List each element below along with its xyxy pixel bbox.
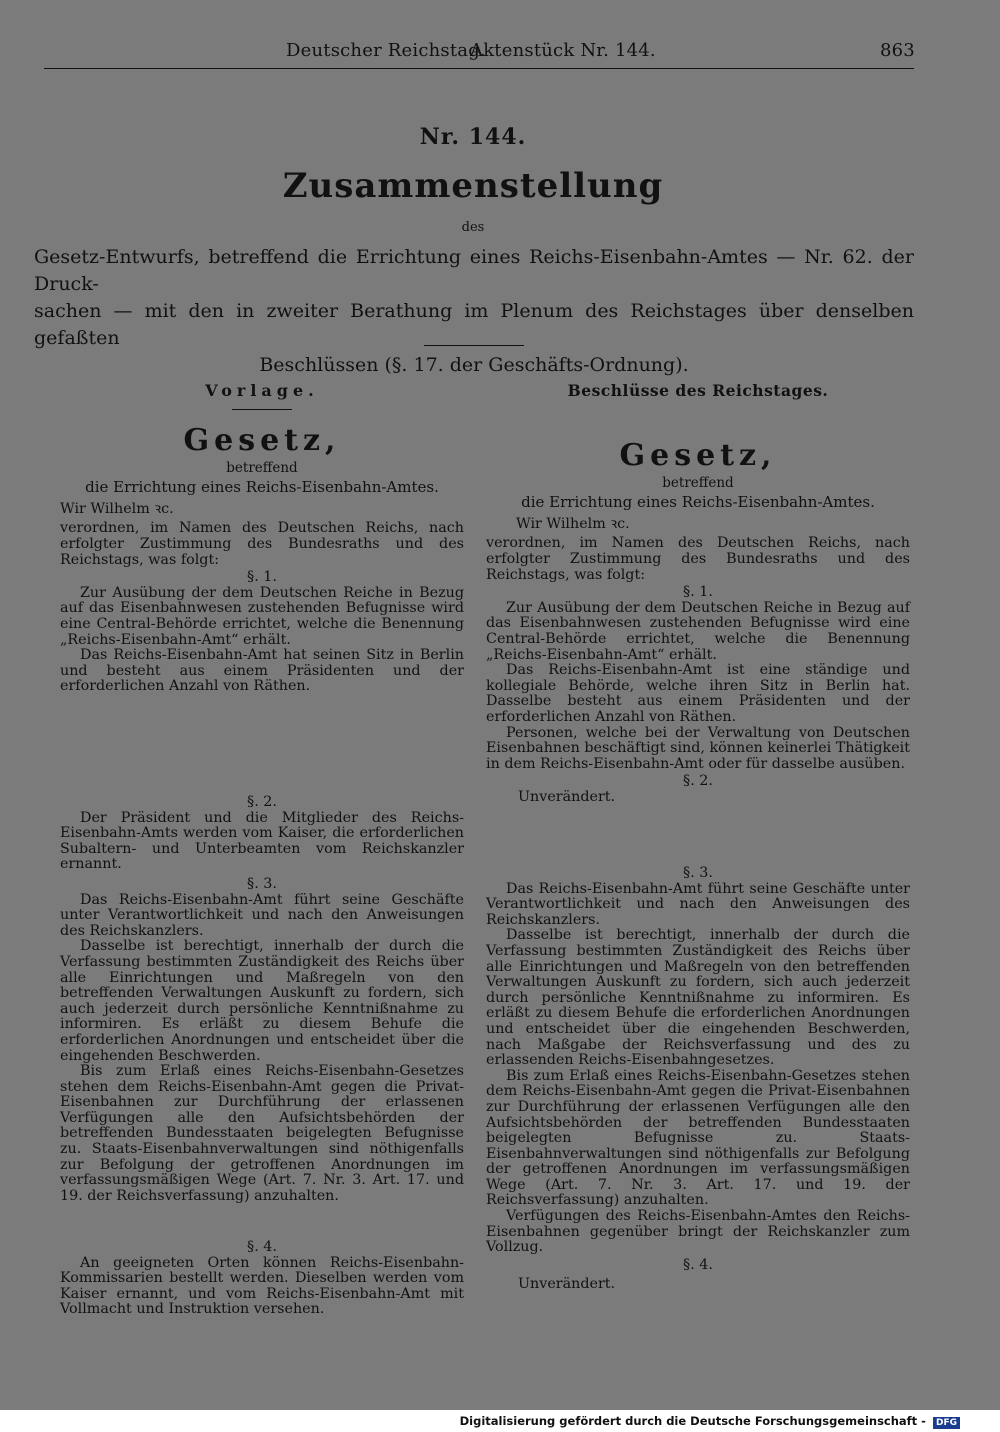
left-law-title: Gesetz, — [183, 422, 341, 458]
right-section-2: §. 2. — [683, 773, 713, 790]
title-line-3: Beschlüssen (§. 17. der Geschäfts-Ordnung). — [259, 354, 689, 376]
left-section-3: §. 3. — [247, 875, 277, 892]
title-divider — [424, 345, 524, 346]
right-s1-p1: Zur Ausübung der dem Deutschen Reiche in Bezug auf das Eisenbahnwesen zustehenden Befugnisse wird eine Central-Behörde errichtet, welche die Benennung „Reichs-Eisenbahn-Amt“ erhält. — [486, 599, 910, 663]
right-section-3: §. 3. — [683, 865, 713, 881]
left-section-2: §. 2. — [247, 794, 277, 810]
title-description — [34, 244, 914, 379]
right-preamble: verordnen, im Namen des Deutschen Reichs, nach erfolgter Zustimmung des Bundesraths und des Reichstags, was folgt: — [486, 535, 910, 583]
right-s3-p1: Das Reichs-Eisenbahn-Amt führt seine Geschäfte unter Verantwortlichkeit und nach den Anweisungen des Reichskanzlers. — [486, 880, 910, 928]
right-s4-p1: Unverändert. — [518, 1276, 616, 1293]
right-column-s3 — [486, 866, 910, 1293]
right-s3-p3: Bis zum Erlaß eines Reichs-Eisenbahn-Gesetzes stehen dem Reichs-Eisenbahn-Amt gegen die Privat-Eisenbahnen zur Durchführung der erlassenen Verfügungen alle den Aufsichtsbehörden der betreffenden Bundesstaaten beigelegten Befugnisse zu. Staats-Eisenbahnverwaltungen sind nöthigenfalls zur Befolgung der getroffenen Anordnungen im verfassungsmäßigen Wege (Art. 7. Nr. 3. Art. 17. und 19. der Reichsverfassung) anzuhalten. — [486, 1067, 910, 1209]
left-s3-p1: Das Reichs-Eisenbahn-Amt führt seine Geschäfte unter Verantwortlichkeit und nach den Anweisungen des Reichskanzlers. — [60, 891, 464, 939]
left-preamble: verordnen, im Namen des Deutschen Reichs, nach erfolgter Zustimmung des Bundesraths und des Reichstags, was folgt: — [60, 520, 464, 568]
credit-text: Digitalisierung gefördert durch die Deutsche Forschungsgemeinschaft - — [459, 1414, 926, 1428]
left-column — [60, 383, 464, 695]
title-des: des — [461, 220, 485, 235]
left-s2-p1: Der Präsident und die Mitglieder des Reichs-Eisenbahn-Amts werden vom Kaiser, die erforderlichen Subaltern- und Unterbeamten vom Reichskanzler ernannt. — [60, 809, 464, 873]
left-wir: Wir Wilhelm ꝛc. — [60, 500, 174, 517]
right-column-head: Beschlüsse des Reichstages. — [567, 381, 829, 400]
left-column-s2 — [60, 795, 464, 1204]
right-s1-p2: Das Reichs-Eisenbahn-Amt ist eine ständige und kollegiale Behörde, welche ihren Sitz in Berlin hat. Dasselbe besteht aus einem Präsidenten und der erforderlichen Anzahl von Räthen. — [486, 662, 910, 725]
document-heading: Zusammenstellung — [282, 166, 664, 206]
header-left: Deutscher Reichstag. — [286, 40, 486, 61]
left-head-rule — [232, 409, 292, 410]
left-s1-p2: Das Reichs-Eisenbahn-Amt hat seinen Sitz in Berlin und besteht aus einem Präsidenten und der erforderlichen Anzahl von Räthen. — [60, 647, 464, 695]
left-s1-p1: Zur Ausübung der dem Deutschen Reiche in Bezug auf das Eisenbahnwesen zustehenden Befugnisse wird eine Central-Behörde errichtet, welche die Benennung „Reichs-Eisenbahn-Amt“ erhält. — [60, 584, 464, 648]
right-column — [486, 383, 910, 805]
title-line-1: Gesetz-Entwurfs, betreffend die Errichtung eines Reichs-Eisenbahn-Amtes — Nr. 62. der Druck- — [34, 246, 914, 295]
right-s2-p1: Unverändert. — [518, 788, 616, 805]
dfg-logo: DFG — [933, 1417, 960, 1429]
document-number: Nr. 144. — [419, 124, 527, 150]
left-column-head: Vorlage. — [205, 381, 319, 400]
left-betreffend: betreffend — [226, 459, 298, 476]
right-section-4: §. 4. — [683, 1256, 713, 1273]
right-s3-p4: Verfügungen des Reichs-Eisenbahn-Amtes den Reichs-Eisenbahnen gegenüber bringt der Reichskanzler zum Vollzug. — [486, 1208, 910, 1256]
page-number: 863 — [880, 40, 915, 61]
right-s3-p2: Dasselbe ist berechtigt, innerhalb der durch die Verfassung bestimmten Zuständigkeit des Reichs über alle Einrichtungen und Maßregeln von den betreffenden Verwaltungen Auskunft zu fordern, sich auch jederzeit durch persönliche Kenntnißnahme zu informiren. Es erläßt zu diesem Behufe die erforderlichen Anordnungen und entscheidet über die eingehenden Beschwerden, nach Maßgabe der Reichsverfassung und des zu erlassenden Reichs-Eisenbahngesetzes. — [486, 927, 910, 1069]
left-s3-p3: Bis zum Erlaß eines Reichs-Eisenbahn-Gesetzes stehen dem Reichs-Eisenbahn-Amt gegen die Privat-Eisenbahnen zur Durchführung der erlassenen Verfügungen alle den Aufsichtsbehörden der betreffenden Bundesstaaten beigelegten Befugnisse zu. Staats-Eisenbahnverwaltungen sind nöthigenfalls zur Befolgung der getroffenen Anordnungen im verfassungsmäßigen Wege (Art. 7. Nr. 3. Art. 17. und 19. der Reichsverfassung) anzuhalten. — [60, 1063, 464, 1204]
header-center: Aktenstück Nr. 144. — [470, 40, 656, 61]
left-section-4: §. 4. — [247, 1239, 277, 1255]
left-subject: die Errichtung eines Reichs-Eisenbahn-Amtes. — [85, 478, 439, 497]
left-s3-p2: Dasselbe ist berechtigt, innerhalb der durch die Verfassung bestimmten Zuständigkeit des Reichs über alle Einrichtungen und Maßregeln von den betreffenden Verwaltungen Auskunft zu fordern, sich auch jederzeit durch persönliche Kenntnißnahme zu informiren. Es erläßt zu diesem Behufe die erforderlichen Anordnungen und entscheidet über die eingehenden Beschwerden. — [60, 938, 464, 1064]
title-line-2: sachen — mit den in zweiter Berathung im Plenum des Reichstages über denselben gefaßten — [34, 300, 914, 349]
right-subject: die Errichtung eines Reichs-Eisenbahn-Amtes. — [521, 493, 875, 512]
right-section-1: §. 1. — [683, 584, 713, 601]
digitization-credit — [460, 1414, 960, 1429]
header-rule — [44, 68, 914, 69]
left-section-1: §. 1. — [247, 569, 277, 586]
right-law-title: Gesetz, — [619, 437, 777, 473]
right-betreffend: betreffend — [662, 474, 734, 491]
left-s4-p1: An geeigneten Orten können Reichs-Eisenbahn-Kommissarien bestellt werden. Dieselben werden vom Kaiser ernannt, und vom Reichs-Eisenbahn-Amt mit Vollmacht und Instruktion versehen. — [60, 1254, 464, 1318]
left-column-s4 — [60, 1240, 464, 1318]
right-s1-p3: Personen, welche bei der Verwaltung von Deutschen Eisenbahnen beschäftigt sind, können keinerlei Thätigkeit in dem Reichs-Eisenbahn-Amt oder für dasselbe ausüben. — [486, 724, 910, 772]
right-wir: Wir Wilhelm ꝛc. — [516, 515, 630, 532]
